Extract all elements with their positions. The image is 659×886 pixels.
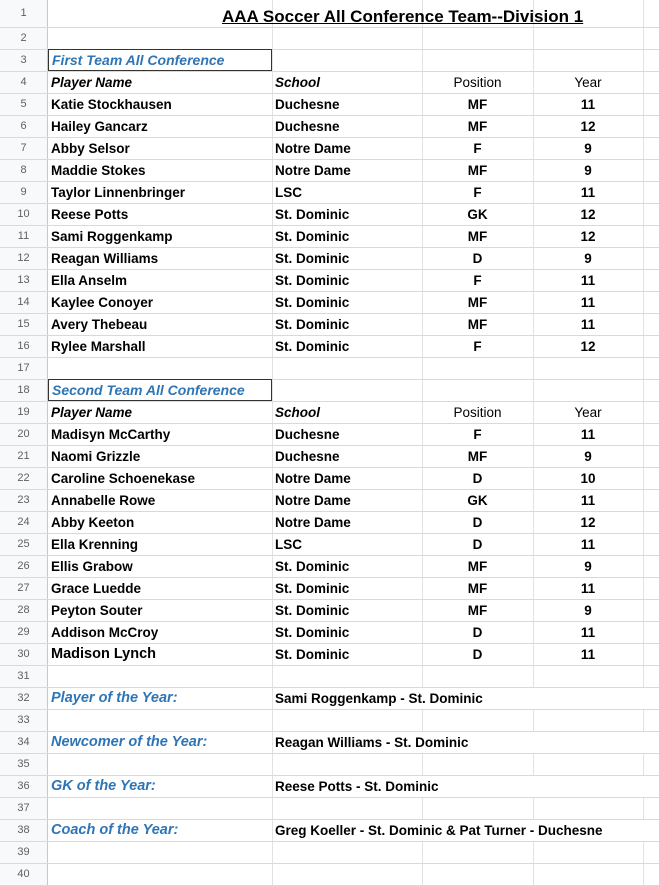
row-number[interactable]: 15 (0, 314, 48, 335)
header-position[interactable]: Position (453, 405, 502, 420)
newcomer-of-the-year-value[interactable]: Reagan Williams - St. Dominic (275, 735, 469, 750)
grid-line (643, 512, 644, 533)
player-name[interactable]: Avery Thebeau (51, 317, 148, 332)
row-number[interactable]: 10 (0, 204, 48, 225)
row-number[interactable]: 40 (0, 864, 48, 885)
header-school[interactable]: School (275, 405, 321, 420)
player-year[interactable]: 12 (580, 119, 596, 134)
sheet-row (0, 182, 659, 204)
player-position[interactable]: MF (467, 317, 488, 332)
player-position[interactable]: MF (467, 449, 488, 464)
grid-line (643, 380, 644, 401)
player-name[interactable]: Abby Selsor (51, 141, 130, 156)
player-year[interactable]: 11 (580, 427, 596, 442)
grid-line (272, 842, 273, 863)
player-year[interactable]: 11 (580, 647, 596, 662)
sheet-row (0, 468, 659, 490)
sheet-row (0, 116, 659, 138)
sheet-row (0, 864, 659, 886)
sheet-row (0, 28, 659, 50)
header-player-name[interactable]: Player Name (51, 405, 133, 420)
row-number[interactable]: 5 (0, 94, 48, 115)
newcomer-of-the-year-label[interactable]: Newcomer of the Year: (51, 734, 208, 750)
player-year[interactable]: 9 (584, 141, 592, 156)
sheet-row (0, 402, 659, 424)
grid-line (643, 292, 644, 313)
player-year[interactable]: 9 (584, 163, 592, 178)
player-name[interactable]: Ella Krenning (51, 537, 139, 552)
player-school[interactable]: Notre Dame (275, 163, 351, 178)
player-position[interactable]: D (472, 515, 483, 530)
row-number[interactable]: 23 (0, 490, 48, 511)
grid-line (272, 864, 273, 885)
grid-line (643, 446, 644, 467)
player-school[interactable]: St. Dominic (275, 647, 350, 662)
grid-line (643, 534, 644, 555)
grid-line (643, 710, 644, 731)
player-school[interactable]: LSC (275, 185, 302, 200)
player-name[interactable]: Madison Lynch (51, 646, 156, 662)
grid-line (643, 578, 644, 599)
player-name[interactable]: Naomi Grizzle (51, 449, 141, 464)
row-number[interactable]: 8 (0, 160, 48, 181)
sheet-row (0, 380, 659, 402)
grid-line (643, 402, 644, 423)
grid-line (533, 798, 534, 819)
player-position[interactable]: D (472, 537, 483, 552)
player-year[interactable]: 11 (580, 273, 596, 288)
player-name[interactable]: Addison McCroy (51, 625, 159, 640)
player-year[interactable]: 11 (580, 581, 596, 596)
row-number[interactable]: 14 (0, 292, 48, 313)
grid-line (422, 710, 423, 731)
player-year[interactable]: 10 (580, 471, 596, 486)
player-name[interactable]: Sami Roggenkamp (51, 229, 173, 244)
grid-line (272, 710, 273, 731)
sheet-row (0, 72, 659, 94)
sheet-row (0, 644, 659, 666)
grid-line (533, 754, 534, 775)
player-school[interactable]: St. Dominic (275, 251, 350, 266)
player-of-the-year-value[interactable]: Sami Roggenkamp - St. Dominic (275, 691, 483, 706)
sheet-row (0, 314, 659, 336)
player-school[interactable]: Notre Dame (275, 141, 351, 156)
player-position[interactable]: F (473, 339, 482, 354)
grid-line (643, 204, 644, 225)
player-school[interactable]: St. Dominic (275, 295, 350, 310)
player-position[interactable]: D (472, 471, 483, 486)
player-position[interactable]: MF (467, 97, 488, 112)
grid-line (272, 380, 273, 401)
player-school[interactable]: Duchesne (275, 97, 340, 112)
player-name[interactable]: Abby Keeton (51, 515, 135, 530)
player-school[interactable]: St. Dominic (275, 273, 350, 288)
row-number[interactable]: 21 (0, 446, 48, 467)
grid-line (643, 94, 644, 115)
player-year[interactable]: 9 (584, 251, 592, 266)
player-year[interactable]: 11 (580, 185, 596, 200)
grid-line (272, 798, 273, 819)
player-position[interactable]: D (472, 251, 483, 266)
player-name[interactable]: Maddie Stokes (51, 163, 146, 178)
grid-line (643, 72, 644, 93)
player-year[interactable]: 12 (580, 207, 596, 222)
player-year[interactable]: 11 (580, 317, 596, 332)
sheet-row (0, 556, 659, 578)
header-player-name[interactable]: Player Name (51, 75, 133, 90)
grid-line (422, 864, 423, 885)
row-number[interactable]: 25 (0, 534, 48, 555)
grid-line (643, 754, 644, 775)
player-name[interactable]: Taylor Linnenbringer (51, 185, 186, 200)
row-number[interactable]: 29 (0, 622, 48, 643)
player-name[interactable]: Madisyn McCarthy (51, 427, 171, 442)
player-year[interactable]: 9 (584, 449, 592, 464)
sheet-row (0, 94, 659, 116)
player-name[interactable]: Reagan Williams (51, 251, 159, 266)
row-number[interactable]: 27 (0, 578, 48, 599)
row-number[interactable]: 4 (0, 72, 48, 93)
header-position[interactable]: Position (453, 75, 502, 90)
row-number[interactable]: 6 (0, 116, 48, 137)
row-number[interactable]: 32 (0, 688, 48, 709)
row-number[interactable]: 3 (0, 50, 48, 71)
grid-line (643, 644, 644, 665)
player-name[interactable]: Rylee Marshall (51, 339, 146, 354)
player-name[interactable]: Hailey Gancarz (51, 119, 148, 134)
sheet-row (0, 358, 659, 380)
grid-line (272, 666, 273, 687)
coach-of-the-year-value[interactable]: Greg Koeller - St. Dominic & Pat Turner - Duchesne (275, 823, 603, 838)
player-name[interactable]: Reese Potts (51, 207, 129, 222)
row-number[interactable]: 28 (0, 600, 48, 621)
player-name[interactable]: Ella Anselm (51, 273, 128, 288)
sheet-row (0, 578, 659, 600)
row-number[interactable]: 24 (0, 512, 48, 533)
grid-line (643, 864, 644, 885)
header-school[interactable]: School (275, 75, 321, 90)
grid-line (422, 380, 423, 401)
player-position[interactable]: MF (467, 581, 488, 596)
header-year[interactable]: Year (574, 75, 602, 90)
player-school[interactable]: Duchesne (275, 449, 340, 464)
player-position[interactable]: GK (467, 207, 488, 222)
player-school[interactable]: LSC (275, 537, 302, 552)
grid-line (643, 116, 644, 137)
grid-line (533, 28, 534, 49)
gk-of-the-year-value[interactable]: Reese Potts - St. Dominic (275, 779, 439, 794)
sheet-row (0, 490, 659, 512)
player-position[interactable]: MF (467, 229, 488, 244)
row-number[interactable]: 19 (0, 402, 48, 423)
row-number[interactable]: 13 (0, 270, 48, 291)
grid-line (643, 28, 644, 49)
player-year[interactable]: 11 (580, 97, 596, 112)
grid-line (643, 270, 644, 291)
sheet-title[interactable]: AAA Soccer All Conference Team--Division 1 (222, 7, 584, 26)
player-name[interactable]: Ellis Grabow (51, 559, 133, 574)
row-number[interactable]: 2 (0, 28, 48, 49)
player-position[interactable]: D (472, 647, 483, 662)
grid-line (272, 754, 273, 775)
grid-line (643, 248, 644, 269)
player-position[interactable]: F (473, 273, 482, 288)
first-team-heading[interactable]: First Team All Conference (48, 49, 272, 71)
grid-line (422, 666, 423, 687)
row-number[interactable]: 22 (0, 468, 48, 489)
player-position[interactable]: D (472, 625, 483, 640)
row-number[interactable]: 37 (0, 798, 48, 819)
player-year[interactable]: 9 (584, 603, 592, 618)
sheet-row (0, 776, 659, 798)
player-position[interactable]: MF (467, 163, 488, 178)
sheet-row (0, 842, 659, 864)
row-number[interactable]: 20 (0, 424, 48, 445)
grid-line (533, 50, 534, 71)
player-name[interactable]: Peyton Souter (51, 603, 143, 618)
grid-line (422, 358, 423, 379)
grid-line (643, 226, 644, 247)
player-school[interactable]: Notre Dame (275, 493, 351, 508)
player-position[interactable]: MF (467, 603, 488, 618)
player-name[interactable]: Annabelle Rowe (51, 493, 156, 508)
sheet-row (0, 0, 659, 28)
grid-line (643, 842, 644, 863)
player-year[interactable]: 12 (580, 229, 596, 244)
player-school[interactable]: Duchesne (275, 119, 340, 134)
player-position[interactable]: F (473, 427, 482, 442)
grid-line (643, 468, 644, 489)
sheet-row (0, 50, 659, 72)
grid-line (272, 358, 273, 379)
row-number[interactable]: 18 (0, 380, 48, 401)
sheet-row (0, 732, 659, 754)
row-number[interactable]: 26 (0, 556, 48, 577)
grid-line (533, 864, 534, 885)
sheet-row (0, 424, 659, 446)
player-position[interactable]: MF (467, 559, 488, 574)
row-number[interactable]: 1 (0, 0, 48, 27)
sheet-row (0, 226, 659, 248)
grid-line (643, 336, 644, 357)
row-number[interactable]: 38 (0, 820, 48, 841)
sheet-row (0, 798, 659, 820)
grid-line (643, 556, 644, 577)
grid-line (272, 28, 273, 49)
player-year[interactable]: 11 (580, 493, 596, 508)
grid-line (422, 28, 423, 49)
grid-line (272, 50, 273, 71)
player-year[interactable]: 11 (580, 295, 596, 310)
grid-line (422, 798, 423, 819)
sheet-row (0, 204, 659, 226)
player-school[interactable]: St. Dominic (275, 581, 350, 596)
row-number[interactable]: 7 (0, 138, 48, 159)
player-name[interactable]: Caroline Schoenekase (51, 471, 196, 486)
sheet-row (0, 138, 659, 160)
row-number[interactable]: 11 (0, 226, 48, 247)
sheet-row (0, 446, 659, 468)
row-number[interactable]: 17 (0, 358, 48, 379)
sheet-row (0, 534, 659, 556)
grid-line (643, 666, 644, 687)
player-year[interactable]: 11 (580, 625, 596, 640)
player-school[interactable]: St. Dominic (275, 603, 350, 618)
player-position[interactable]: GK (467, 493, 488, 508)
sheet-row (0, 292, 659, 314)
grid-line (643, 182, 644, 203)
row-number[interactable]: 34 (0, 732, 48, 753)
player-school[interactable]: Notre Dame (275, 471, 351, 486)
header-year[interactable]: Year (574, 405, 602, 420)
row-number[interactable]: 9 (0, 182, 48, 203)
grid-line (422, 842, 423, 863)
grid-line (422, 50, 423, 71)
player-name[interactable]: Katie Stockhausen (51, 97, 172, 112)
grid-line (643, 600, 644, 621)
sheet-row (0, 666, 659, 688)
grid-line (643, 798, 644, 819)
grid-line (533, 842, 534, 863)
row-number[interactable]: 12 (0, 248, 48, 269)
player-school[interactable]: St. Dominic (275, 229, 350, 244)
player-year[interactable]: 12 (580, 339, 596, 354)
coach-of-the-year-label[interactable]: Coach of the Year: (51, 822, 179, 838)
player-school[interactable]: St. Dominic (275, 559, 350, 574)
second-team-heading[interactable]: Second Team All Conference (48, 379, 272, 401)
row-number[interactable]: 36 (0, 776, 48, 797)
sheet-row (0, 336, 659, 358)
player-year[interactable]: 12 (580, 515, 596, 530)
row-number[interactable]: 16 (0, 336, 48, 357)
sheet-row (0, 820, 659, 842)
grid-line (643, 358, 644, 379)
gk-of-the-year-label[interactable]: GK of the Year: (51, 778, 156, 794)
player-school[interactable]: St. Dominic (275, 317, 350, 332)
grid-line (533, 358, 534, 379)
player-school[interactable]: Notre Dame (275, 515, 351, 530)
sheet-row (0, 512, 659, 534)
player-position[interactable]: F (473, 141, 482, 156)
player-position[interactable]: MF (467, 295, 488, 310)
grid-line (643, 314, 644, 335)
grid-line (422, 754, 423, 775)
sheet-row (0, 270, 659, 292)
grid-line (643, 138, 644, 159)
sheet-row (0, 622, 659, 644)
player-year[interactable]: 11 (580, 537, 596, 552)
sheet-row (0, 688, 659, 710)
row-number[interactable]: 35 (0, 754, 48, 775)
sheet-row (0, 248, 659, 270)
player-name[interactable]: Kaylee Conoyer (51, 295, 154, 310)
player-school[interactable]: St. Dominic (275, 339, 350, 354)
grid-line (643, 160, 644, 181)
row-number[interactable]: 31 (0, 666, 48, 687)
sheet-row (0, 600, 659, 622)
player-school[interactable]: St. Dominic (275, 625, 350, 640)
grid-line (643, 0, 644, 27)
grid-line (533, 710, 534, 731)
player-year[interactable]: 9 (584, 559, 592, 574)
grid-line (533, 380, 534, 401)
sheet-row (0, 160, 659, 182)
sheet-row (0, 710, 659, 732)
row-number[interactable]: 39 (0, 842, 48, 863)
grid-line (643, 424, 644, 445)
row-number[interactable]: 33 (0, 710, 48, 731)
grid-line (643, 622, 644, 643)
player-school[interactable]: Duchesne (275, 427, 340, 442)
grid-line (643, 50, 644, 71)
player-position[interactable]: MF (467, 119, 488, 134)
grid-line (533, 666, 534, 687)
sheet-row (0, 754, 659, 776)
grid-line (643, 490, 644, 511)
player-school[interactable]: St. Dominic (275, 207, 350, 222)
player-name[interactable]: Grace Luedde (51, 581, 142, 596)
player-of-the-year-label[interactable]: Player of the Year: (51, 690, 178, 706)
row-number[interactable]: 30 (0, 644, 48, 665)
player-position[interactable]: F (473, 185, 482, 200)
